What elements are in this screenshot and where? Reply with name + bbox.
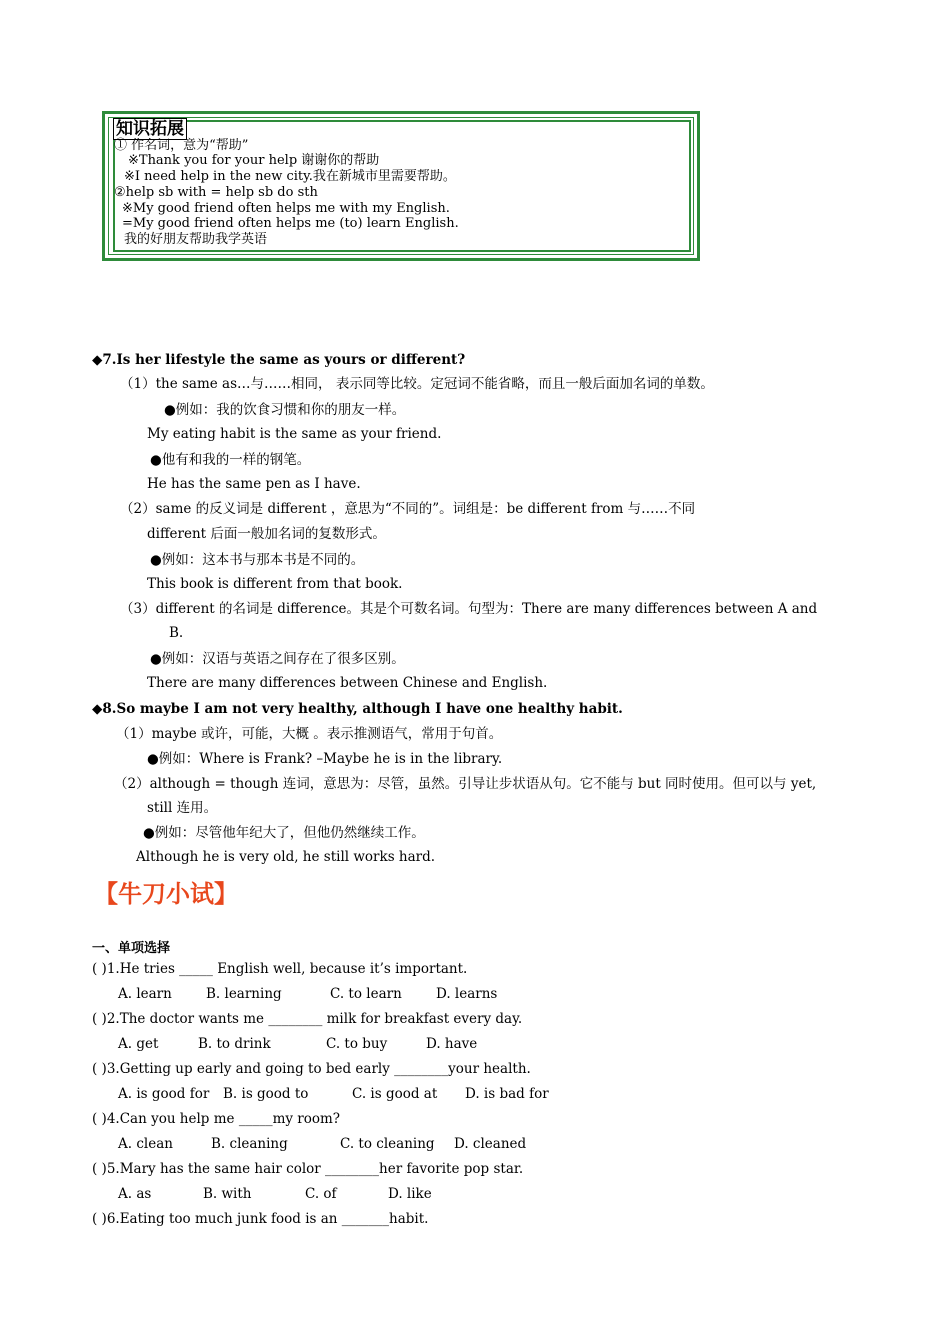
option: C. to cleaning — [340, 1136, 435, 1152]
point-7-line: （2）same 的反义词是 different ，意思为“不同的”。词组是：be different from 与……不同 — [120, 501, 696, 517]
option: B. with — [203, 1186, 252, 1202]
question-stem: ( )6.Eating too much junk food is an _______habit. — [92, 1211, 429, 1227]
point-7-line: ●例如：汉语与英语之间存在了很多区别。 — [150, 651, 405, 667]
question-stem: ( )2.The doctor wants me ________ milk for breakfast every day. — [92, 1011, 523, 1027]
point-7-line: （1）the same as…与……相同， 表示同等比较。定冠词不能省略，而且一般后面加名词的单数。 — [120, 376, 714, 392]
point-7-line: He has the same pen as I have. — [147, 476, 361, 492]
box-line: ※I need help in the new city.我在新城市里需要帮助。 — [124, 169, 456, 184]
point-7-line: （3）different 的名词是 difference。其是个可数名词。句型为：There are many differences between A and — [120, 601, 818, 617]
point-8-line: ●例如：尽管他年纪大了，但他仍然继续工作。 — [143, 825, 425, 841]
box-line: ※Thank you for your help 谢谢你的帮助 — [128, 153, 380, 168]
point-7-heading: ◆7.Is her lifestyle the same as yours or different? — [92, 352, 466, 368]
option: D. like — [388, 1186, 432, 1202]
option: D. have — [426, 1036, 478, 1052]
question-stem: ( )4.Can you help me _____my room? — [92, 1111, 341, 1127]
option: A. clean — [118, 1136, 173, 1152]
box-line: ②help sb with = help sb do sth — [114, 185, 318, 200]
option: C. of — [305, 1186, 337, 1202]
option: B. cleaning — [211, 1136, 288, 1152]
point-8-heading: ◆8.So maybe I am not very healthy, although I have one healthy habit. — [92, 701, 623, 717]
point-7-line: This book is different from that book. — [147, 576, 403, 592]
option: A. get — [118, 1036, 159, 1052]
option: B. to drink — [198, 1036, 271, 1052]
option: C. to learn — [330, 986, 402, 1002]
point-7-line: My eating habit is the same as your friend. — [147, 426, 442, 442]
box-line: ※My good friend often helps me with my English. — [122, 201, 450, 216]
box-line: =My good friend often helps me (to) learn English. — [122, 216, 459, 231]
option: C. is good at — [352, 1086, 438, 1102]
point-8-line: （1）maybe 或许，可能，大概 。表示推测语气，常用于句首。 — [116, 726, 503, 742]
knowledge-box-title: 知识拓展 — [113, 118, 187, 140]
point-7-line: ●他有和我的一样的钢笔。 — [150, 452, 311, 468]
question-stem: ( )3.Getting up early and going to bed early ________your health. — [92, 1061, 531, 1077]
box-line: 我的好朋友帮助我学英语 — [124, 232, 268, 247]
option: A. is good for — [118, 1086, 210, 1102]
box-line: ① 作名词，意为“帮助” — [114, 138, 249, 153]
option: A. as — [118, 1186, 152, 1202]
point-8-line: Although he is very old, he still works hard. — [136, 849, 436, 865]
option: A. learn — [118, 986, 172, 1002]
point-7-line: different 后面一般加名词的复数形式。 — [147, 526, 386, 542]
option: D. cleaned — [454, 1136, 527, 1152]
option: D. is bad for — [465, 1086, 549, 1102]
point-7-line: B. — [169, 625, 184, 641]
option: B. is good to — [223, 1086, 309, 1102]
point-8-line: （2）although = though 连词，意思为：尽管，虽然。引导让步状语从句。它不能与 but 同时使用。但可以与 yet, — [114, 776, 817, 792]
point-8-line: still 连用。 — [147, 800, 218, 816]
point-7-line: There are many differences between Chinese and English. — [147, 675, 548, 691]
option: C. to buy — [326, 1036, 388, 1052]
option: B. learning — [206, 986, 282, 1002]
point-8-line: ●例如：Where is Frank? –Maybe he is in the library. — [147, 751, 503, 767]
practice-title: 【牛刀小试】 — [94, 880, 238, 908]
question-stem: ( )5.Mary has the same hair color ________her favorite pop star. — [92, 1161, 524, 1177]
option: D. learns — [436, 986, 498, 1002]
point-7-line: ●例如：我的饮食习惯和你的朋友一样。 — [164, 402, 406, 418]
practice-subheading: 一、单项选择 — [92, 941, 171, 956]
point-7-line: ●例如：这本书与那本书是不同的。 — [150, 552, 365, 568]
question-stem: ( )1.He tries _____ English well, because it’s important. — [92, 961, 468, 977]
